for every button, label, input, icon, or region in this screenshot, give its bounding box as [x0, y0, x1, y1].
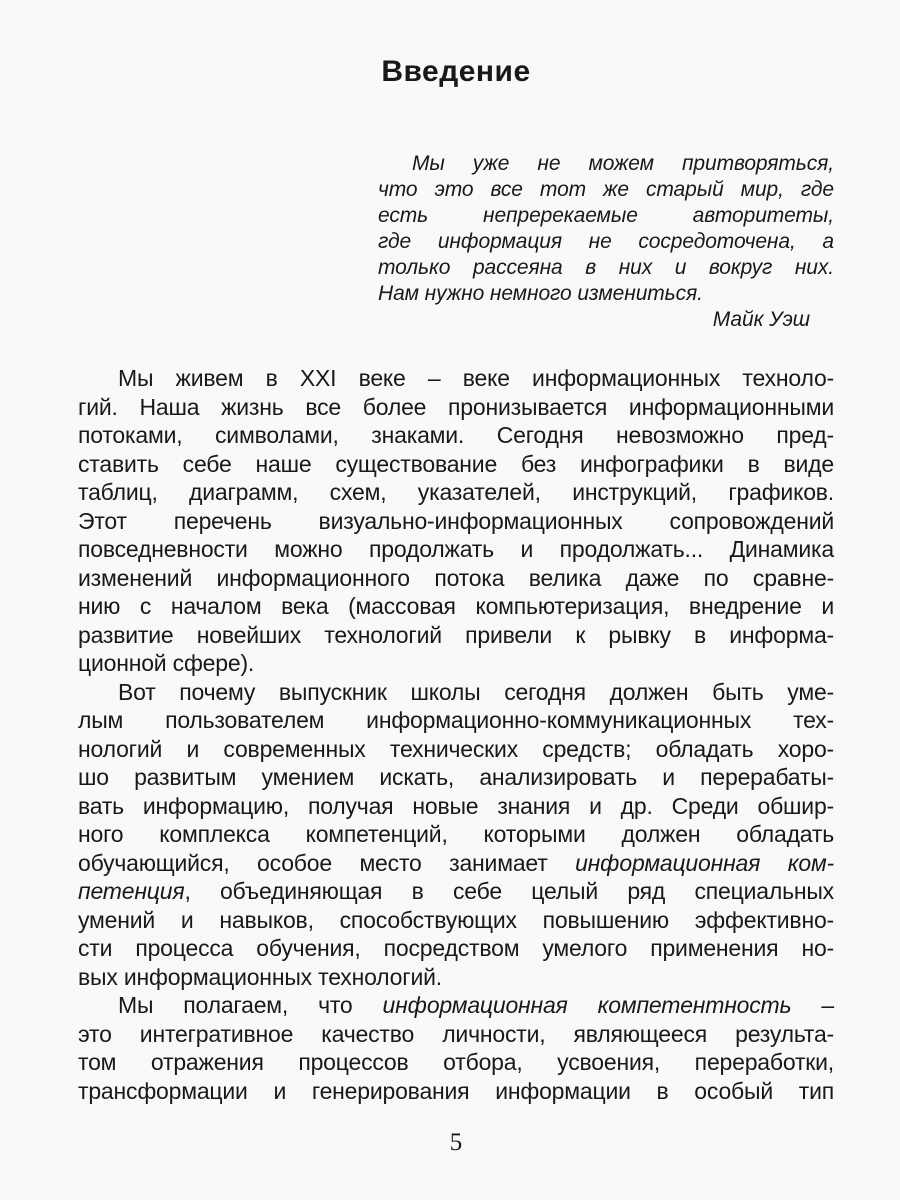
text-run: обучающийся, особое место занимает — [78, 849, 576, 876]
page-title: Введение — [381, 55, 531, 88]
text-run: гий. Наша жизнь все более пронизывается информационными — [78, 393, 834, 420]
text-run: Нам нужно немного измениться. — [378, 282, 703, 305]
paragraph — [78, 991, 834, 1105]
text-run: ставить себе наше существование без инфографики в виде — [78, 450, 834, 477]
text-run: том отражения процессов отбора, усвоения, переработки, — [78, 1049, 834, 1075]
epigraph-line — [378, 255, 834, 281]
body-line — [78, 649, 834, 678]
text-run: Мы живем в XXI веке – веке информационных техноло- — [118, 365, 834, 391]
text-run: это интегративное качество личности, являющееся результа- — [78, 1020, 834, 1047]
text-run: Вот почему выпускник школы сегодня должен быть уме- — [118, 678, 834, 705]
body-line — [78, 792, 834, 821]
epigraph-line — [378, 229, 834, 255]
body-line — [78, 763, 834, 792]
text-run: где информация не сосредоточена, а — [378, 230, 834, 253]
body-line — [78, 934, 834, 963]
body-line — [78, 450, 834, 479]
text-run: Этот перечень визуально-информационных сопровождений — [78, 507, 834, 534]
body-paragraphs — [78, 364, 834, 1105]
page-number: 5 — [449, 1129, 463, 1156]
text-run: лым пользователем информационно-коммуникационных тех- — [78, 707, 834, 733]
epigraph-line — [378, 281, 834, 307]
text-run: что это все тот же старый мир, где — [378, 178, 834, 201]
body-line — [78, 820, 834, 849]
body-line — [78, 706, 834, 735]
body-line — [78, 1048, 834, 1077]
body-line — [78, 849, 834, 878]
text-run: Мы полагаем, что — [118, 992, 383, 1018]
text-run: ционной сфере). — [78, 650, 255, 676]
text-run: вать информацию, получая новые знания и др. Среди обшир- — [78, 792, 834, 819]
epigraph-line — [378, 203, 834, 229]
body-line — [78, 963, 834, 992]
body-line — [78, 507, 834, 536]
text-run: , объединяющая в себе целый ряд специальных — [184, 878, 834, 904]
epigraph-attribution: Майк Уэш — [712, 308, 810, 331]
body-line — [78, 364, 834, 393]
text-run: нологий и современных технических средств; обладать хоро- — [78, 735, 834, 762]
text-run: умений и навыков, способствующих повышению эффективно- — [78, 906, 834, 933]
text-run: сти процесса обучения, посредством умелого применения но- — [78, 935, 834, 961]
italic-run: петенция — [78, 878, 185, 904]
paragraph — [78, 364, 834, 678]
text-run: шо развитым умением искать, анализировать и перерабаты- — [78, 764, 834, 790]
text-run: повседневности можно продолжать и продолжать... Динамика — [78, 536, 834, 562]
body-line — [78, 478, 834, 507]
italic-run: информационная ком- — [575, 849, 834, 876]
page-content — [78, 0, 834, 1157]
body-line — [78, 592, 834, 621]
text-run: изменений информационного потока велика даже по сравне- — [78, 564, 834, 591]
text-run: ного комплекса компетенций, которыми должен обладать — [78, 821, 834, 847]
text-run: только рассеяна в них и вокруг них. — [378, 256, 834, 279]
body-line — [78, 393, 834, 422]
text-run: есть непререкаемые авторитеты, — [378, 204, 834, 227]
body-line — [78, 906, 834, 935]
paragraph — [78, 678, 834, 992]
body-line — [78, 421, 834, 450]
body-line — [78, 1077, 834, 1106]
body-line — [78, 535, 834, 564]
text-run: развитие новейших технологий привели к рывку в информа- — [78, 621, 834, 648]
text-run: потоками, символами, знаками. Сегодня невозможно пред- — [78, 422, 834, 448]
body-line — [78, 877, 834, 906]
epigraph-line — [378, 151, 834, 177]
body-line — [78, 621, 834, 650]
epigraph — [378, 151, 834, 333]
body-line — [78, 564, 834, 593]
text-run: нию с началом века (массовая компьютеризация, внедрение и — [78, 593, 834, 619]
text-run: таблиц, диаграмм, схем, указателей, инструкций, графиков. — [78, 479, 834, 505]
body-line — [78, 1020, 834, 1049]
epigraph-line — [378, 177, 834, 203]
text-run: трансформации и генерирования информации в особый тип — [78, 1077, 834, 1104]
text-run: – — [791, 992, 834, 1018]
body-text — [78, 364, 834, 1105]
body-line — [78, 991, 834, 1020]
body-line — [78, 678, 834, 707]
italic-run: информационная компетентность — [382, 992, 792, 1018]
text-run: Мы уже не можем притворяться, — [412, 152, 834, 175]
epigraph-lines — [378, 151, 834, 307]
text-run: вых информационных технологий. — [78, 963, 442, 990]
body-line — [78, 735, 834, 764]
